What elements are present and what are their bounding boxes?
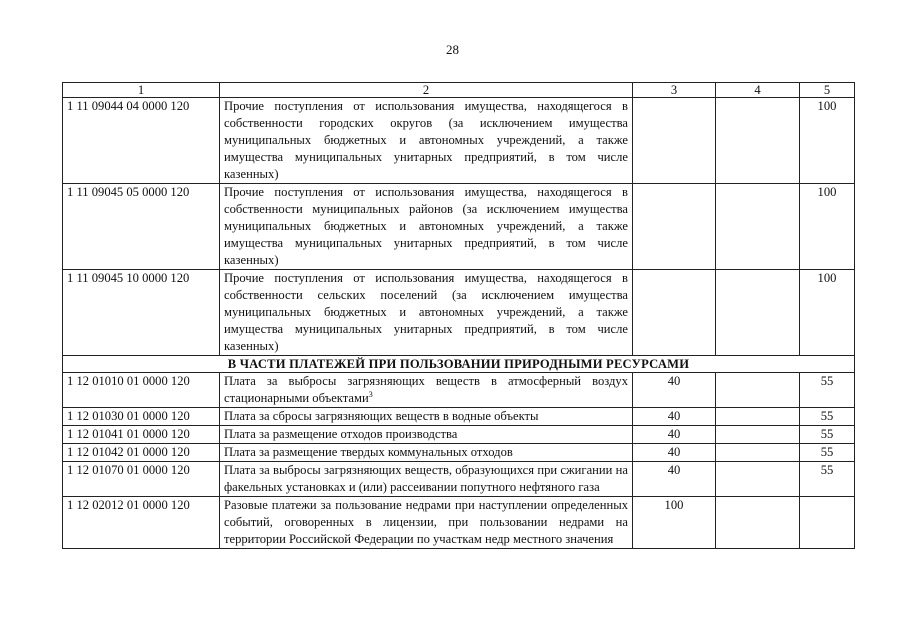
cell-col3: 40 <box>633 426 716 444</box>
cell-col3: 40 <box>633 444 716 462</box>
cell-col3 <box>633 184 716 270</box>
cell-col4 <box>716 497 800 549</box>
budget-code: 1 11 09044 04 0000 120 <box>63 98 220 184</box>
cell-col5: 100 <box>800 184 855 270</box>
table-row <box>63 426 855 444</box>
column-header: 1 <box>63 83 220 98</box>
column-header: 2 <box>220 83 633 98</box>
cell-col4 <box>716 373 800 408</box>
cell-col3 <box>633 270 716 356</box>
budget-code: 1 12 01070 01 0000 120 <box>63 462 220 497</box>
table-row <box>63 497 855 549</box>
table-row <box>63 270 855 356</box>
budget-code: 1 12 01042 01 0000 120 <box>63 444 220 462</box>
table-row <box>63 408 855 426</box>
cell-col5: 55 <box>800 462 855 497</box>
cell-col5: 100 <box>800 98 855 184</box>
cell-col4 <box>716 426 800 444</box>
cell-col4 <box>716 462 800 497</box>
revenue-name: Прочие поступления от использования имущества, находящегося в собственности муниципальных районов (за исключением имущества муниципальных бюджетных и автономных учреждений, а также имущества муниципальных унитарных предприятий, в том числе казенных) <box>220 184 633 270</box>
footnote-marker: 3 <box>368 389 373 399</box>
table-row <box>63 462 855 497</box>
revenue-name: Прочие поступления от использования имущества, находящегося в собственности сельских поселений (за исключением имущества муниципальных бюджетных и автономных учреждений, а также имущества муниципальных унитарных предприятий, в том числе казенных) <box>220 270 633 356</box>
revenue-name: Разовые платежи за пользование недрами при наступлении определенных событий, оговоренных в лицензии, при пользовании недрами на территории Российской Федерации по участкам недр местного значения <box>220 497 633 549</box>
cell-col5 <box>800 497 855 549</box>
cell-col3 <box>633 98 716 184</box>
section-header-row <box>63 356 855 373</box>
cell-col5: 100 <box>800 270 855 356</box>
revenue-name: Прочие поступления от использования имущества, находящегося в собственности городских округов (за исключением имущества муниципальных бюджетных и автономных учреждений, а также имущества муниципальных унитарных предприятий, в том числе казенных) <box>220 98 633 184</box>
budget-code: 1 12 01030 01 0000 120 <box>63 408 220 426</box>
cell-col4 <box>716 408 800 426</box>
budget-code: 1 12 01041 01 0000 120 <box>63 426 220 444</box>
table-row <box>63 373 855 408</box>
table-row <box>63 184 855 270</box>
revenue-name: Плата за сбросы загрязняющих веществ в водные объекты <box>220 408 633 426</box>
page-number: 28 <box>446 42 459 57</box>
section-title: В ЧАСТИ ПЛАТЕЖЕЙ ПРИ ПОЛЬЗОВАНИИ ПРИРОДНЫМИ РЕСУРСАМИ <box>63 356 855 373</box>
cell-col3: 100 <box>633 497 716 549</box>
column-header: 4 <box>716 83 800 98</box>
revenue-name: Плата за выбросы загрязняющих веществ, образующихся при сжигании на факельных установках и (или) рассеивании попутного нефтяного газа <box>220 462 633 497</box>
cell-col5: 55 <box>800 373 855 408</box>
table-row <box>63 444 855 462</box>
column-header: 3 <box>633 83 716 98</box>
cell-col4 <box>716 98 800 184</box>
cell-col4 <box>716 270 800 356</box>
cell-col5: 55 <box>800 426 855 444</box>
column-header: 5 <box>800 83 855 98</box>
cell-col4 <box>716 444 800 462</box>
table-row <box>63 98 855 184</box>
cell-col4 <box>716 184 800 270</box>
cell-col5: 55 <box>800 444 855 462</box>
budget-code: 1 12 02012 01 0000 120 <box>63 497 220 549</box>
revenue-name-cell <box>220 373 633 408</box>
table-header-row <box>63 83 855 98</box>
budget-code: 1 11 09045 05 0000 120 <box>63 184 220 270</box>
budget-revenue-table <box>62 82 855 549</box>
cell-col3: 40 <box>633 408 716 426</box>
revenue-name: Плата за размещение отходов производства <box>220 426 633 444</box>
budget-code: 1 11 09045 10 0000 120 <box>63 270 220 356</box>
cell-col5: 55 <box>800 408 855 426</box>
cell-col3: 40 <box>633 462 716 497</box>
budget-code: 1 12 01010 01 0000 120 <box>63 373 220 408</box>
cell-col3: 40 <box>633 373 716 408</box>
revenue-name: Плата за размещение твердых коммунальных отходов <box>220 444 633 462</box>
revenue-name: Плата за выбросы загрязняющих веществ в атмосферный воздух стационарными объектами <box>224 374 628 405</box>
